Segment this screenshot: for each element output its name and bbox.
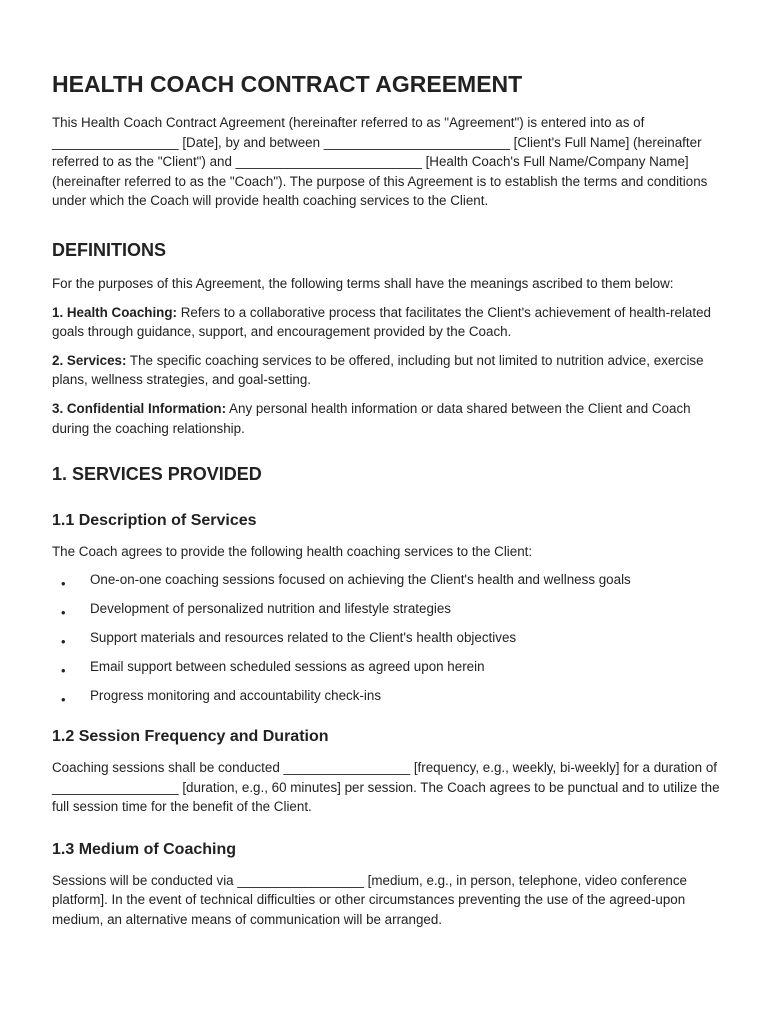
definition-item <box>52 399 722 438</box>
bullet-icon: • <box>61 604 66 620</box>
description-heading: 1.1 Description of Services <box>52 512 257 530</box>
list-item <box>52 657 722 677</box>
list-item <box>52 599 722 619</box>
list-item <box>52 570 722 590</box>
list-item <box>52 628 722 648</box>
list-item-text: Progress monitoring and accountability check-ins <box>90 688 382 704</box>
frequency-heading: 1.2 Session Frequency and Duration <box>52 728 329 746</box>
bullet-icon: • <box>61 692 66 708</box>
list-item-text: Development of personalized nutrition and lifestyle strategies <box>90 600 452 616</box>
definition-term: 1. Health Coaching: <box>52 304 177 320</box>
definition-item <box>52 303 722 342</box>
bullet-icon: • <box>61 575 66 591</box>
definition-item <box>52 351 722 390</box>
list-item <box>52 686 722 706</box>
services-heading: 1. SERVICES PROVIDED <box>52 464 262 485</box>
bullet-icon: • <box>61 634 66 650</box>
list-item-text: Email support between scheduled sessions as agreed upon herein <box>90 659 485 675</box>
medium-heading: 1.3 Medium of Coaching <box>52 840 237 858</box>
definition-text: Any personal health information or data shared between the Client and Coach during the coaching relationship. <box>52 400 691 436</box>
list-item-text: One-on-one coaching sessions focused on achieving the Client's health and wellness goals <box>90 571 631 587</box>
definitions-heading: DEFINITIONS <box>52 239 167 260</box>
definition-text: The specific coaching services to be offered, including but not limited to nutrition advice, exercise plans, wellness strategies, and goal-setting. <box>52 352 704 388</box>
services-list <box>52 570 722 706</box>
definition-term: 2. Services: <box>52 352 127 368</box>
definition-term: 3. Confidential Information: <box>52 400 227 416</box>
medium-paragraph: Sessions will be conducted via _________________ [medium, e.g., in person, telephone, video conference platform]. In the event of technical difficulties or other circumstances preventing the use of the agreed-upon medium, an alternative means of communication will be arranged. <box>52 872 688 928</box>
frequency-paragraph: Coaching sessions shall be conducted _________________ [frequency, e.g., weekly, bi-weekly] for a duration of _________________ [duration, e.g., 60 minutes] per session. The Coach agrees to be punctual and to utilize the full session time for the benefit of the Client. <box>52 760 720 815</box>
definitions-lead: For the purposes of this Agreement, the following terms shall have the meanings ascribed to them below: <box>52 275 674 291</box>
list-item-text: Support materials and resources related to the Client's health objectives <box>90 630 517 646</box>
bullet-icon: • <box>61 663 66 679</box>
definition-text: Refers to a collaborative process that facilitates the Client's achievement of health-related goals through guidance, support, and encouragement provided by the Coach. <box>52 304 711 340</box>
document-title: HEALTH COACH CONTRACT AGREEMENT <box>52 71 523 97</box>
document-page <box>52 68 722 930</box>
description-lead: The Coach agrees to provide the following health coaching services to the Client: <box>52 544 533 560</box>
intro-paragraph: This Health Coach Contract Agreement (hereinafter referred to as "Agreement") is entered into as of _________________ [Date], by and between _________________________ [Client's Full Name] (hereinafter referred to as the "Client") and _________________________ [Health Coach's Full Name/Company Name] (hereinafter referred to as the "Coach"). The purpose of this Agreement is to establish the terms and conditions under which the Coach will provide health coaching services to the Client. <box>52 115 708 209</box>
